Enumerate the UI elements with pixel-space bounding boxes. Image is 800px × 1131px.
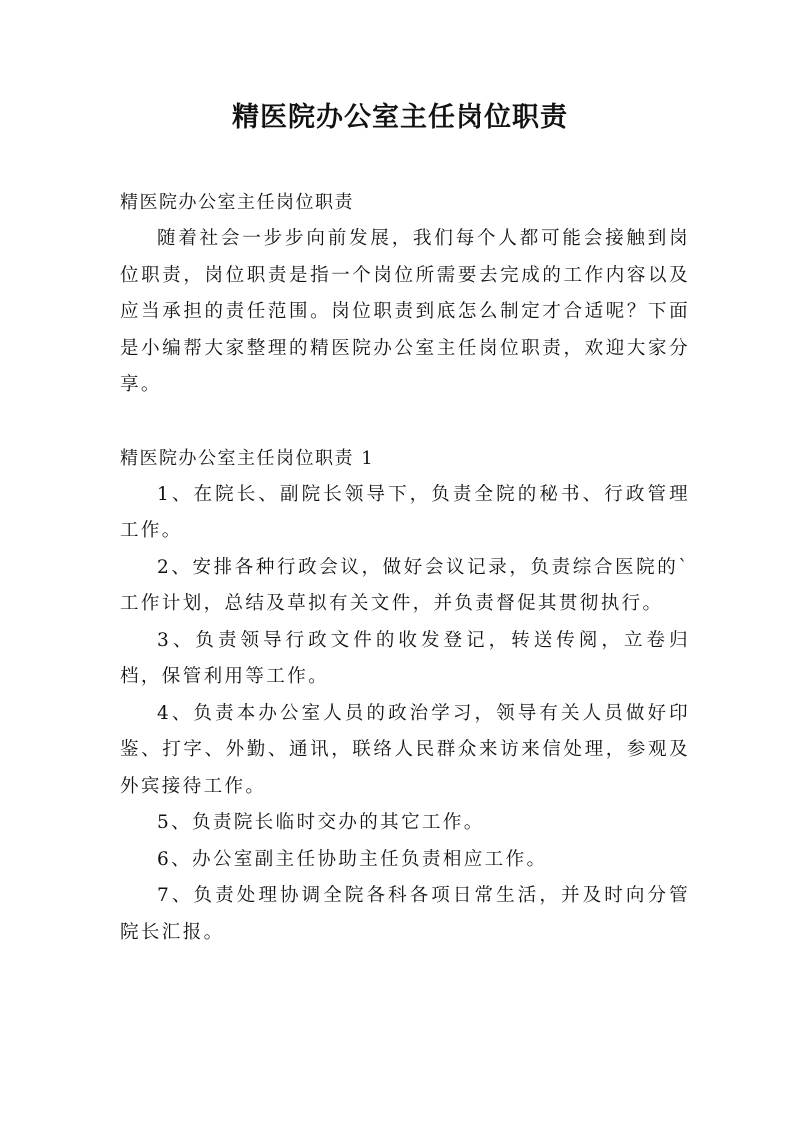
duty-item-6: 6、办公室副主任协助主任负责相应工作。: [157, 848, 548, 870]
duty-item-3: 3、负责领导行政文件的收发登记，转送传阅，立卷归档，保管利用等工作。: [120, 629, 690, 687]
document-subtitle: 精医院办公室主任岗位职责: [120, 192, 354, 213]
duty-item-2: 2、安排各种行政会议，做好会议记录，负责综合医院的`工作计划，总结及草拟有关文件，并负责督促其贯彻执行。: [120, 556, 690, 614]
duty-item-1: 1、在院长、副院长领导下，负责全院的秘书、行政管理工作。: [120, 483, 690, 541]
section-heading: 精医院办公室主任岗位职责 1: [120, 447, 375, 469]
duty-item-4: 4、负责本办公室人员的政治学习，领导有关人员做好印鉴、打字、外勤、通讯，联络人民群众来访来信处理，参观及外宾接待工作。: [120, 702, 690, 797]
document-title: 精医院办公室主任岗位职责: [232, 102, 568, 133]
document-body: [120, 184, 690, 951]
duty-item-7: 7、负责处理协调全院各科各项日常生活，并及时向分管院长汇报。: [120, 885, 690, 943]
duty-item-5: 5、负责院长临时交办的其它工作。: [157, 812, 485, 833]
intro-paragraph: 随着社会一步步向前发展，我们每个人都可能会接触到岗位职责，岗位职责是指一个岗位所需要去完成的工作内容以及应当承担的责任范围。岗位职责到底怎么制定才合适呢？下面是小编帮大家整理的精医院办公室主任岗位职责，欢迎大家分享。: [120, 228, 690, 395]
